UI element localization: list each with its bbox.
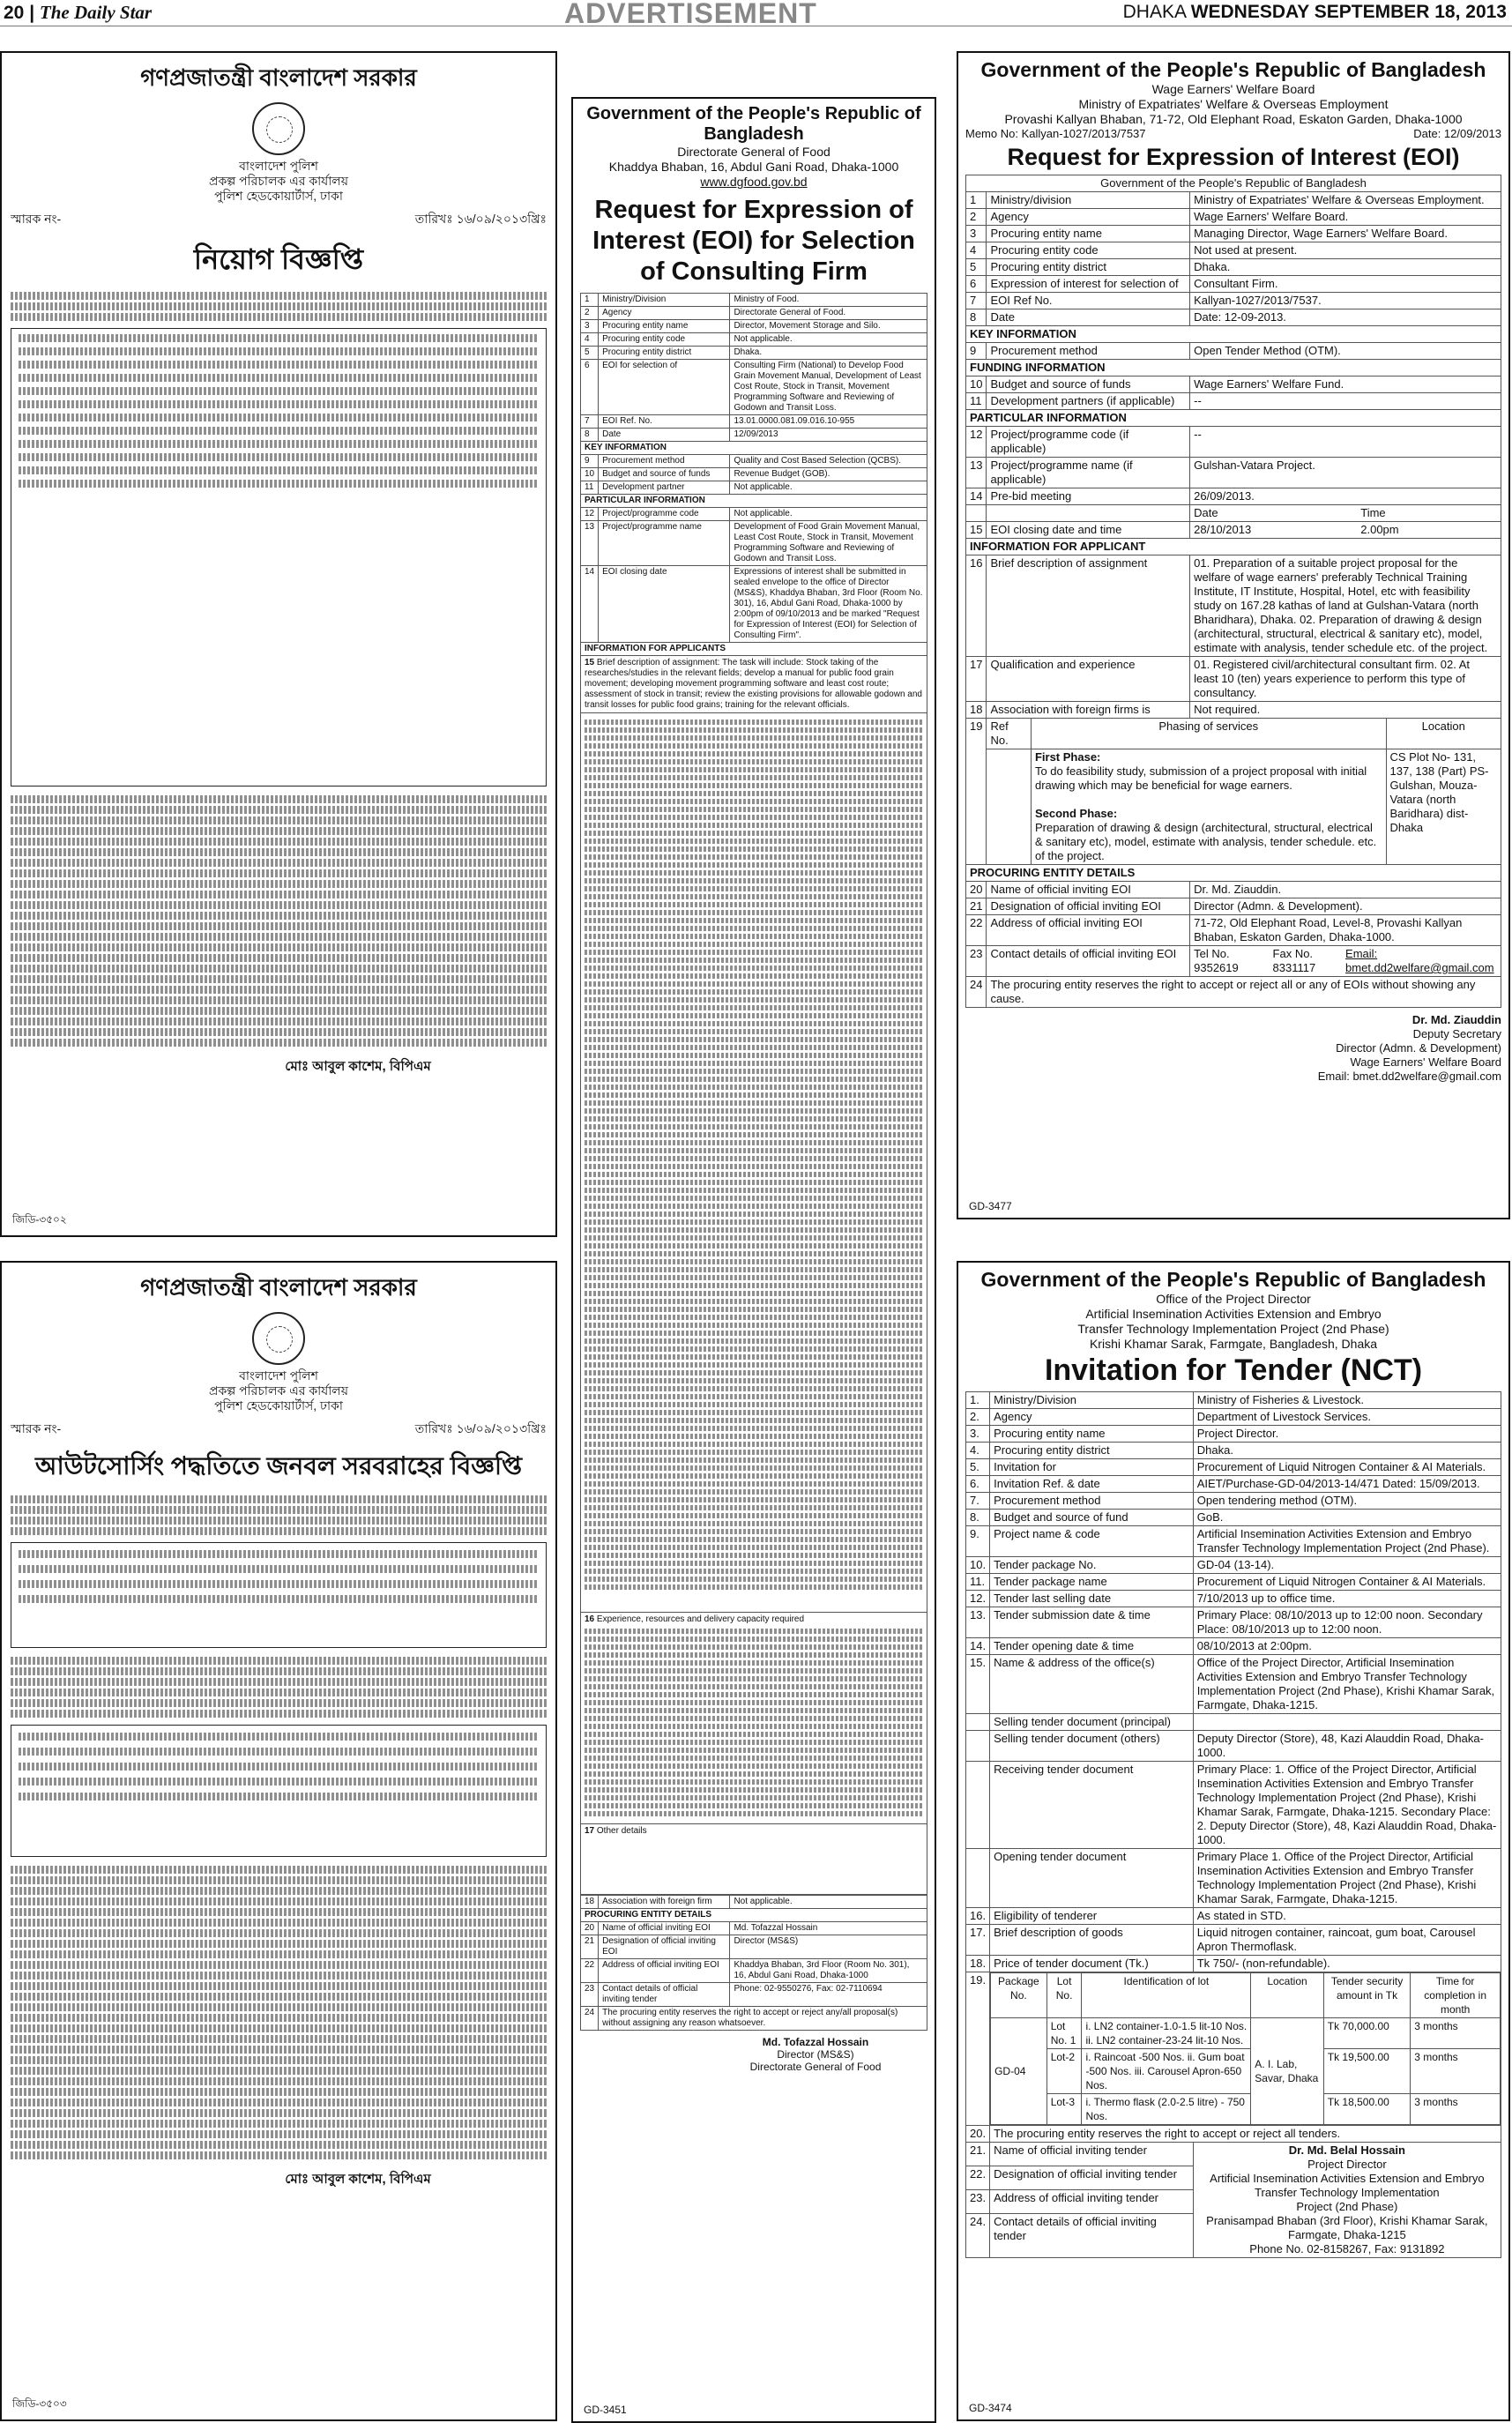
table-row: 2. Agency Department of Livestock Services. [966,1409,1501,1426]
signer: Md. Tofazzal Hossain [762,2036,869,2048]
masthead-left [4,2,152,24]
page-number: 20 [4,3,25,23]
table-row: 3 Procuring entity name Managing Director, Wage Earners' Welfare Board. [966,226,1501,242]
section-header: INFORMATION FOR APPLICANT [966,539,1501,555]
sub-line-2: প্রকল্প পরিচালক এর কার্যালয় [209,1383,348,1398]
table-row: 20 Name of official inviting EOI Md. Tofazzal Hossain [581,1922,927,1935]
table-row: 2 Agency Wage Earners' Welfare Board. [966,209,1501,226]
masthead [0,0,1512,29]
table-row: 1 Ministry/division Ministry of Expatriates' Welfare & Overseas Employment. [966,192,1501,209]
table-row: 15. Name & address of the office(s) Office of the Project Director, Artificial Insemination Activities Extension and Embryo Transfer Technology Implementation Project (2nd Phase), Krishi Khamar Sarak, Farmgate, Dhaka-1215. [966,1655,1501,1714]
table-row: 22 Address of official inviting EOI 71-72, Old Elephant Road, Level-8, Provashi Kallyan Bhaban, Eskaton Garden, Dhaka-1000. [966,915,1501,946]
eoi-table-tail [580,1895,927,2031]
table-row: 24 The procuring entity reserves the right to accept or reject any/all proposal(s) without assigning any reason whatsoever. [581,2007,927,2031]
gd-number: জিডি-৩৫০৩ [12,2397,67,2410]
paper-name: The Daily Star [39,2,153,23]
signer-t1: Deputy Secretary [1412,1027,1501,1040]
gov-heading: গণপ্রজাতন্ত্রী বাংলাদেশ সরকার [140,64,417,91]
table-row: 20. The procuring entity reserves the right to accept or reject all tenders. [966,2126,1501,2143]
gov-heading: গণপ্রজাতন্ত্রী বাংলাদেশ সরকার [140,1274,417,1301]
table-row: 18 Association with foreign firms is Not required. [966,702,1501,719]
gov-heading: Government of the People's Republic of Bangladesh [980,1268,1486,1291]
table-row: 10 Budget and source of funds Revenue Budget (GOB). [581,468,927,481]
table-row: 4 Procuring entity code Not used at present. [966,242,1501,259]
government-seal-icon [252,1312,305,1365]
memo-row [965,127,1501,140]
line-2: Artificial Insemination Activities Extension and Embryo [1085,1307,1382,1321]
table-row: 22 Address of official inviting EOI Khaddya Bhaban, 3rd Floor (Room No. 301), 16, Abdul Gani Road, Dhaka-1000 [581,1959,927,1983]
table-row: 5 Procuring entity district Dhaka. [581,347,927,360]
ad-police-outsourcing [0,1261,557,2421]
table-row: 12. Tender last selling date 7/10/2013 up to office time. [966,1591,1501,1607]
sub-line-1: বাংলাদেশ পুলিশ [239,1368,318,1383]
table-row: 6. Invitation Ref. & date AIET/Purchase-GD-04/2013-14/471 Dated: 15/09/2013. [966,1476,1501,1493]
website-link[interactable]: www.dgfood.gov.bd [700,175,808,189]
section-header: PROCURING ENTITY DETAILS [966,865,1501,882]
table-row: 7. Procurement method Open tendering method (OTM). [966,1493,1501,1510]
notice-title: নিয়োগ বিজ্ঞপ্তি [193,243,364,275]
signer-t3: Wage Earners' Welfare Board [1350,1055,1501,1069]
line-1: Office of the Project Director [1156,1292,1311,1306]
table-row: 24. Contact details of official inviting tender [966,2214,1501,2258]
section-header: PROCURING ENTITY DETAILS [581,1909,927,1922]
table-row: 5. Invitation for Procurement of Liquid Nitrogen Container & AI Materials. [966,1459,1501,1476]
gov-heading: Government of the People's Republic of Bangladesh [586,104,921,144]
table-row: Selling tender document (principal) [966,1714,1501,1731]
assignment-text [580,713,927,1613]
table-row: 5 Procuring entity district Dhaka. [966,259,1501,276]
table-row: 13 Project/programme name (if applicable) Gulshan-Vatara Project. [966,458,1501,488]
signer: Dr. Md. Ziauddin [1411,1013,1501,1026]
row-16-label: Experience, resources and delivery capacity required [596,1614,805,1624]
table-row: 21 Designation of official inviting EOI Director (MS&S) [581,1935,927,1959]
city: DHAKA [1122,2,1186,22]
table-row: 13. Tender submission date & time Primary Place: 08/10/2013 up to 12:00 noon. Secondary Place: 08/10/2013 up to 12:00 noon. [966,1607,1501,1638]
gd-number: GD-3474 [969,2402,1012,2414]
eoi-table: Government of the People's Republic of Bangladesh 1 Ministry/division Ministry of Expatriates' Welfare & Overseas Employment. 2 Agency Wage Earners' Welfare Board. 3 Procuring entity name Managing Director, Wage Earners' Welfare Board. 4 Procuring entity code Not used at present. 5 Procuring entity district Dhaka. 6 Expression of interest for selection of Consultant Firm. 7 EOI Ref No. Kallyan-1027/2013/7537. 8 Date Date: 12-09-2013. KEY INFORMATION 9 Procurement method Open Tender Method (OTM). FUNDING INFORMATION 10 Budget and source of funds Wage Earners' Welfare Fund. 11 Development partners (if applicable) -- PARTICULAR INFORMATION 12 Project/programme code (if applicable) -- 13 Project/programme name (if applicable) Gulshan-Vatara Project. 14 Pre-bid meeting 26/09/2013. Date Time 15 EOI closing date and time 28/10/2013 2.00pm INFORMATION FOR APPLICANT 16 Brief description of assignment 01. Preparation of a suitable project proposal for the welfare of wage earners' preferably Technical Training Institute, IT Institute, Hospital, Hotel, etc with feasibility study on 167.28 kathas of land at Gulshan-Vatara (north Bharidhara), Dhaka. 02. Preparation of drawing & design (architectural, structural, electrical & sanitary etc), model, estimate with analysis, tender schedule etc. of the project. 17 Qualification and experience 01. Registered civil/architectural consultant firm. 02. At least 10 (ten) years experience to perform this type of consultancy. 18 Association with foreign firms is Not required. 19 Ref No. Phasing of services Location First Phase: To do feasibility study, submission of a project proposal with initial drawing which may be beneficial for wage earners. Second Phase: Preparation of drawing & design (architectural, structural, electrical & sanitary etc), model, estimate with analysis, tender schedule. etc. of the project. CS Plot No- 131, 137, 138 (Part) PS-Gulshan, Mouza-Vatara (north Baridhara) dist- Dhaka PROCURING ENTITY DETAILS 20 Name of official inviting EOI Dr. Md. Ziauddin. 21 Designation of official inviting EOI Director (Admn. & Development). 22 Address of official inviting EOI 71-72, Old Elephant Road, Level-8, Provashi Kallyan Bhaban, Eskaton Garden, Dhaka-1000. 23 Contact details of official inviting EOI Tel No. 9352619Fax No. 8331117Email: bmet.dd2welfare@gmail.com 24 The procuring entity reserves the right to accept or reject all or any of EOIs without showing any cause. [965,175,1501,1008]
table-row: 9 Procurement method Quality and Cost Based Selection (QCBS). [581,455,927,468]
section-title: ADVERTISEMENT [564,0,817,29]
sub-line-1: বাংলাদেশ পুলিশ [239,159,318,173]
eoi-table [580,293,927,656]
sub-line-2: প্রকল্প পরিচালক এর কার্যালয় [209,174,348,188]
table-row: Opening tender document Primary Place 1. Office of the Project Director, Artificial Insemination Activities Extension and Embryo Transfer Technology Implementation Project (2nd Phase), Krishi Khamar Sarak, Farmgate, Dhaka-1215. [966,1849,1501,1908]
package-table: 19. Package No. Lot No. Identification of lot Location Tender security amount in Tk Time for completion in month GD-04 Lot No. 1 i. LN2 container-1.0-1.5 lit-10 Nos. ii. LN2 container-23-24 lit-10 Nos. A. I. Lab, Savar, Dhaka Tk 70,000.00 3 months Lot-2 i. Raincoat -500 Nos. ii. Gum boat -500 Nos. iii. Carousel Apron-650 Nos. Tk 19,500.00 3 months Lot-3 i. Thermo flask (2.0-2.5 litre) - 750 Nos. Tk 18,500.00 3 months [966,1972,1501,2126]
address: Khaddya Bhaban, 16, Abdul Gani Road, Dhaka-1000 [608,160,899,174]
table-row: 6 EOI for selection of Consulting Firm (National) to Develop Food Grain Movement Manual, Development of Least Cost Route, Stock in Transit, Movement Programming Software and Reviewing of Godown and Transit Loss. [581,360,927,415]
table-row: 6 Expression of interest for selection of Consultant Firm. [966,276,1501,293]
table-row: 3 Procuring entity name Director, Movement Storage and Silo. [581,320,927,333]
table-row: 7 EOI Ref. No. 13.01.0000.081.09.016.10-955 [581,415,927,429]
table-row: 14 EOI closing date Expressions of interest shall be submitted in sealed envelope to the office of Director (MS&S), Khaddya Bhaban, 3rd Floor (Room No. 301), 16, Abdul Gani Road, Dhaka-1000 by 2:00pm of 09/10/2013 and be marked "Request for Expression of Interest (EOI) for Selection of Consulting Firm". [581,566,927,643]
table-row: Government of the People's Republic of Bangladesh [966,175,1501,192]
line-1: Wage Earners' Welfare Board [1151,82,1315,96]
ad-wage-eoi [957,51,1510,1219]
table-row: 13 Project/programme name Development of Food Grain Movement Manual, Least Cost Route, Stock in Transit, Movement Programming Software and Reviewing of Godown and Transit Loss. [581,521,927,566]
sub-line-3: পুলিশ হেডকোয়ার্টার্স, ঢাকা [214,189,343,203]
table-row: 4 Procuring entity code Not applicable. [581,333,927,347]
table-row: 4. Procuring entity district Dhaka. [966,1443,1501,1459]
table-row: 3. Procuring entity name Project Director. [966,1426,1501,1443]
section-header: KEY INFORMATION [966,326,1501,343]
row-17: 17 Other details [580,1824,927,1895]
ref-date: তারিখঃ ১৬/০৯/২০১৩খ্রিঃ [414,212,547,226]
ad-police-recruitment [0,51,557,1237]
salary-table [11,1725,547,1857]
ad-tender-nct [957,1261,1510,2421]
ref-date: তারিখঃ ১৬/০৯/২০১৩খ্রিঃ [414,1421,547,1435]
table-row: 23. Address of official inviting tender [966,2190,1501,2214]
table-row: 22. Designation of official inviting tender [966,2166,1501,2190]
section-header: FUNDING INFORMATION [966,360,1501,376]
table-row: 21 Designation of official inviting EOI Director (Admn. & Development). [966,898,1501,915]
table-row: 16 Brief description of assignment 01. Preparation of a suitable project proposal for the welfare of wage earners' preferably Technical Training Institute, IT Institute, Hospital, Hotel, etc with feasibility study on 167.28 kathas of land at Gulshan-Vatara (north Bharidhara), Dhaka. 02. Preparation of drawing & design (architectural, structural, electrical & sanitary etc), model, estimate with analysis, tender schedule etc. of the project. [966,555,1501,657]
line-2: Ministry of Expatriates' Welfare & Overseas Employment [1078,97,1389,111]
section-header: PARTICULAR INFORMATION [581,495,927,508]
signer-org: Directorate General of Food [749,2061,882,2073]
ad-food-eoi [571,97,936,2423]
eoi-title: Request for Expression of Interest (EOI) for Selection of Consulting Firm [592,196,915,286]
government-seal-icon [252,102,305,155]
table-row: Selling tender document (others) Deputy Director (Store), 48, Kazi Alauddin Road, Dhaka-1000. [966,1731,1501,1762]
table-row: 8 Date Date: 12-09-2013. [966,309,1501,326]
table-row: 10. Tender package No. GD-04 (13-14). [966,1557,1501,1574]
table-row: 9. Project name & code Artificial Insemination Activities Extension and Embryo Transfer Technology Implementation Project (2nd Phase). [966,1526,1501,1557]
signer-t2: Director (Admn. & Development) [1336,1041,1501,1055]
table-row: 1 Ministry/Division Ministry of Food. [581,294,927,307]
table-row: 12 Project/programme code (if applicable) -- [966,427,1501,458]
positions-table [11,328,547,787]
row-17-label: Other details [596,1826,647,1836]
table-row: 7 EOI Ref No. Kallyan-1027/2013/7537. [966,293,1501,309]
row-15-text: The task will include: Stock taking of the researches/studies in the relevant fields; develop a manual for public food grain movement; developing movement programming software and least cost route; assessment of stock in transit; review the existing provisions for allowable godown and transit losses for public food grains; training for the relevant officials. [585,658,922,710]
table-row: 14. Tender opening date & time 08/10/2013 at 2:00pm. [966,1638,1501,1655]
date: WEDNESDAY SEPTEMBER 18, 2013 [1190,2,1507,22]
eoi-title: Request for Expression of Interest (EOI) [1007,144,1460,170]
ref-row [11,209,547,230]
section-header: KEY INFORMATION [581,442,927,455]
section-header: INFORMATION FOR APPLICANTS [581,643,927,656]
tender-table [965,1391,1501,2258]
table-row: 11 Development partner Not applicable. [581,481,927,495]
row-16: 16 Experience, resources and delivery capacity required [580,1613,927,1824]
table-row: 24 The procuring entity reserves the right to accept or reject all or any of EOIs without showing any cause. [966,977,1501,1008]
table-row: 17 Qualification and experience 01. Registered civil/architectural consultant firm. 02. At least 10 (ten) years experience to perform this type of consultancy. [966,657,1501,702]
table-row: Receiving tender document Primary Place: 1. Office of the Project Director, Artificial Insemination Activities Extension and Embryo Transfer Technology Implementation Project (2nd Phase), Krishi Khamar Sarak, Farmgate, Dhaka-1215. Secondary Place: 2. Deputy Director (Store), 48, Kazi Alauddin Road, Dhaka-1000. [966,1762,1501,1849]
table-row: 18 Association with foreign firm Not applicable. [581,1896,927,1909]
masthead-date [1123,2,1507,23]
dept: Directorate General of Food [677,145,830,159]
gd-number: GD-3477 [969,1200,1012,1212]
line-3: Provashi Kallyan Bhaban, 71-72, Old Elephant Road, Eskaton Garden, Dhaka-1000 [1004,112,1463,126]
row-15: 15 Brief description of assignment: The task will include: Stock taking of the researches/studies in the relevant fields; develop a manual for public food grain movement; developing movement programming software and least cost route; assessment of stock in transit; review the existing provisions for allowable godown and transit losses for public food grains; training for the relevant officials. [580,656,927,713]
tender-title: Invitation for Tender (NCT) [1044,1353,1423,1387]
gd-number: জিডি-৩৫০২ [12,1213,67,1226]
table-row: 17. Brief description of goods Liquid nitrogen container, raincoat, gum boat, Carousel Apron Thermoflask. [966,1925,1501,1956]
table-row: 1. Ministry/Division Ministry of Fisheries & Livestock. [966,1392,1501,1409]
signer: মোঃ আবুল কাশেম, বিপিএম [285,2172,431,2187]
table-row: 11 Development partners (if applicable) -- [966,393,1501,410]
table-row: 10 Budget and source of funds Wage Earners' Welfare Fund. [966,376,1501,393]
ref: স্মারক নং- [11,212,62,226]
table-row: 2 Agency Directorate General of Food. [581,307,927,320]
signer: মোঃ আবুল কাশেম, বিপিএম [285,1059,431,1074]
table-row: 20 Name of official inviting EOI Dr. Md. Ziauddin. [966,882,1501,898]
table-row: 16. Eligibility of tenderer As stated in STD. [966,1908,1501,1925]
table-row: 14 Pre-bid meeting 26/09/2013. [966,488,1501,505]
memo-date: Date: 12/09/2013 [1413,127,1501,140]
sub-line-3: পুলিশ হেডকোয়ার্টার্স, ঢাকা [214,1398,343,1413]
row-15-label: Brief description of assignment [596,658,718,667]
signer-email: Email: bmet.dd2welfare@gmail.com [1317,1070,1501,1083]
divider: | [29,3,40,23]
positions-table [11,1542,547,1648]
section-header: PARTICULAR INFORMATION [966,410,1501,427]
table-row: 15 EOI closing date and time 28/10/2013 2.00pm [966,522,1501,539]
signer-title: Director (MS&S) [777,2048,854,2061]
ref: স্মারক নং- [11,1421,62,1435]
gov-heading: Government of the People's Republic of Bangladesh [980,58,1486,81]
table-row: 8 Date 12/09/2013 [581,429,927,442]
notice-title: আউটসোর্সিং পদ্ধতিতে জনবল সরবরাহের বিজ্ঞপ্তি [34,1452,523,1480]
table-row: 8. Budget and source of fund GoB. [966,1510,1501,1526]
ref-row [11,1419,547,1440]
table-row: 11. Tender package name Procurement of Liquid Nitrogen Container & AI Materials. [966,1574,1501,1591]
table-row: 21. Name of official inviting tender Dr. Md. Belal Hossain Project Director Artificial Insemination Activities Extension and Embryo Transfer Technology Implementation Project (2nd Phase) Pranisampad Bhaban (3rd Floor), Krishi Khamar Sarak, Farmgate, Dhaka-1215 Phone No. 02-8158267, Fax: 9131892 [966,2143,1501,2166]
table-row: 23 Contact details of official inviting EOI Tel No. 9352619Fax No. 8331117Email: bmet.dd2welfare@gmail.com [966,946,1501,977]
table-row: 18. Price of tender document (Tk.) Tk 750/- (non-refundable). [966,1956,1501,1972]
gd-number: GD-3451 [584,2404,627,2416]
table-row: 12 Project/programme code Not applicable. [581,508,927,521]
line-3: Transfer Technology Implementation Project (2nd Phase) [1077,1322,1389,1336]
memo: Memo No: Kallyan-1027/2013/7537 [965,127,1146,140]
line-4: Krishi Khamar Sarak, Farmgate, Bangladesh, Dhaka [1089,1337,1378,1351]
table-row: 23 Contact details of official inviting tender Phone: 02-9550276, Fax: 02-7110694 [581,1983,927,2007]
table-row: 19 Ref No. Phasing of services Location First Phase: To do feasibility study, submission of a project proposal with initial drawing which may be beneficial for wage earners. Second Phase: Preparation of drawing & design (architectural, structural, electrical & sanitary etc), model, estimate with analysis, tender schedule. etc. of the project. CS Plot No- 131, 137, 138 (Part) PS-Gulshan, Mouza-Vatara (north Baridhara) dist- Dhaka [966,719,1501,865]
table-row: 9 Procurement method Open Tender Method (OTM). [966,343,1501,360]
